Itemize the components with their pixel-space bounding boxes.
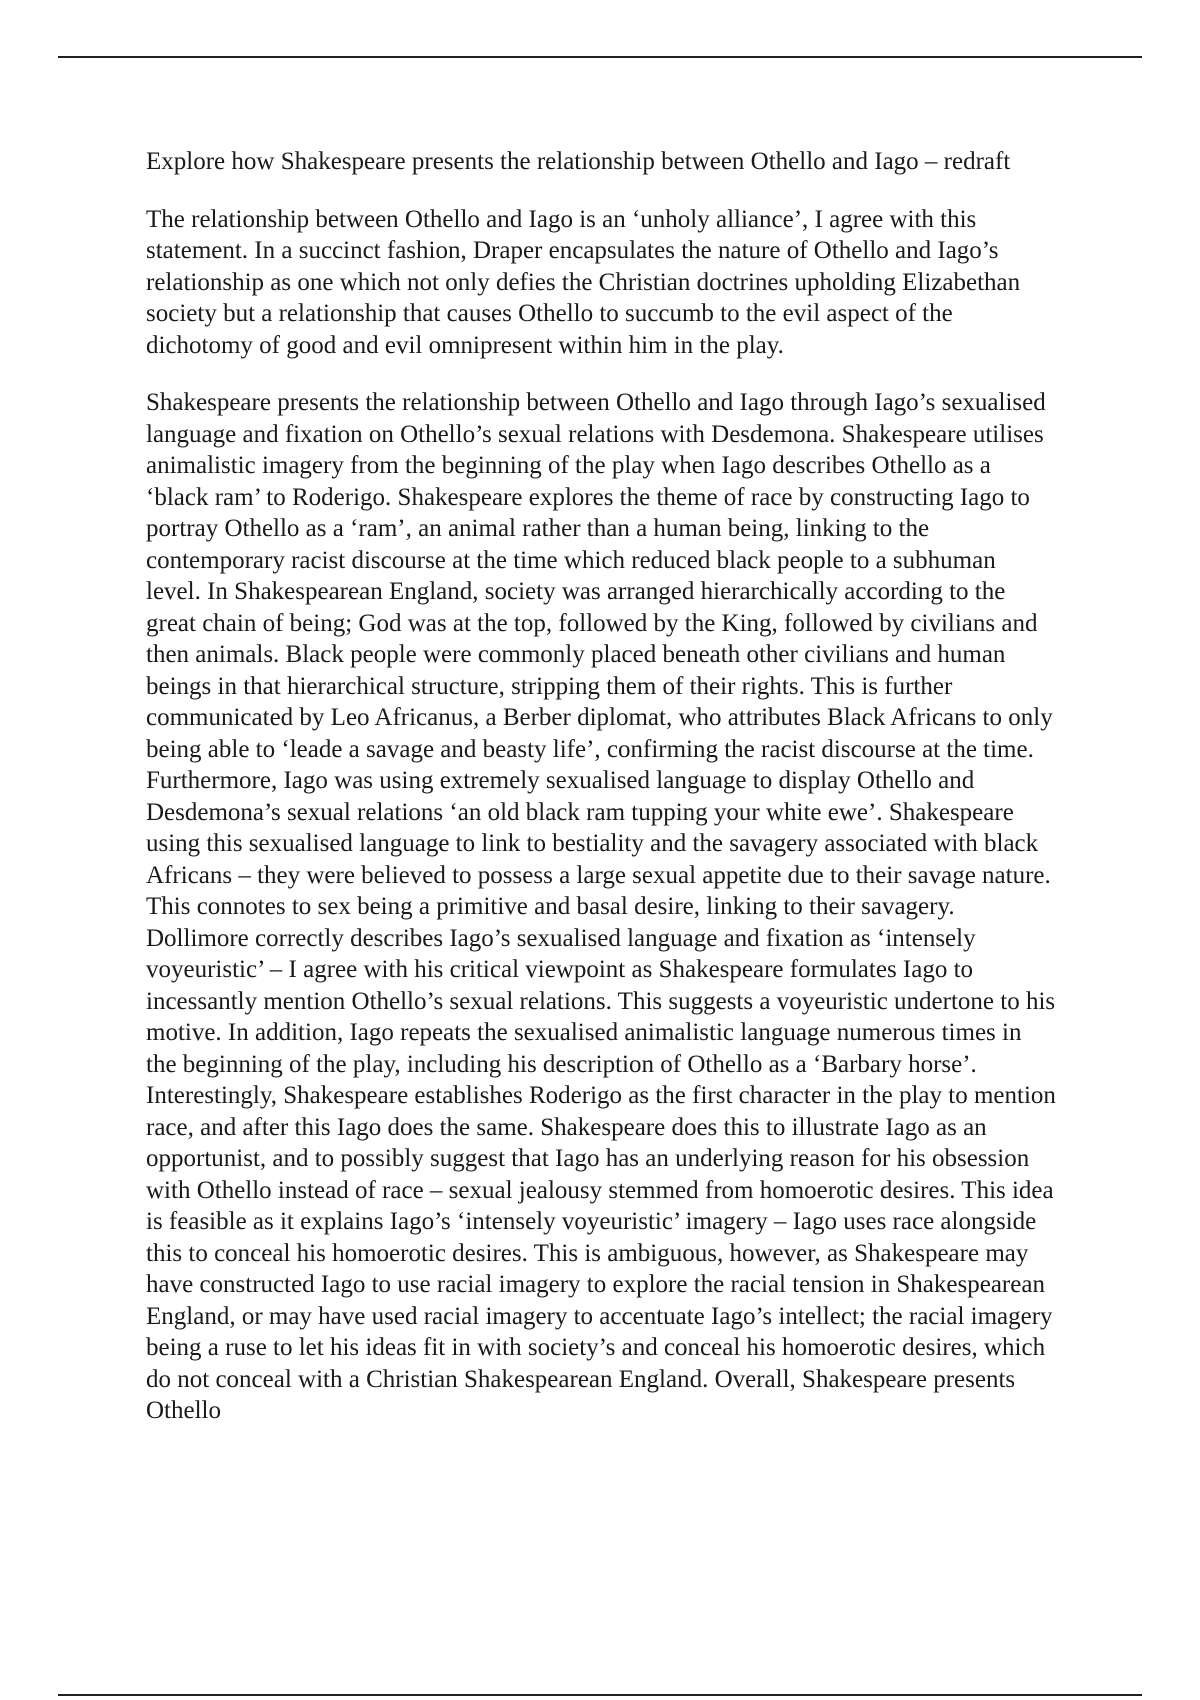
paragraph-main-argument: Shakespeare presents the relationship between Othello and Iago through Iago’s sexualised language and fixation on Othello’s sexual relations with Desdemona. Shakespeare utilises animalistic imagery from the beginning of the play when Iago describes Othello as a ‘black ram’ to Roderigo. Shakespeare explores the theme of race by constructing Iago to portray Othello as a ‘ram’, an animal rather than a human being, linking to the contemporary racist discourse at the time which reduced black people to a subhuman level. In Shakespearean England, society was arranged hierarchically according to the great chain of being; God was at the top, followed by the King, followed by civilians and then animals. Black people were commonly placed beneath other civilians and human beings in that hierarchical structure, stripping them of their rights. This is further communicated by Leo Africanus, a Berber diplomat, who attributes Black Africans to only being able to ‘leade a savage and beasty life’, confirming the racist discourse at the time. Furthermore, Iago was using extremely sexualised language to display Othello and Desdemona’s sexual relations ‘an old black ram tupping your white ewe’. Shakespeare using this sexualised language to link to bestiality and the savagery associated with black Africans – they were believed to possess a large sexual appetite due to their savage nature. This connotes to sex being a primitive and basal desire, linking to their savagery. Dollimore correctly describes Iago’s sexualised language and fixation as ‘intensely voyeuristic’ – I agree with his critical viewpoint as Shakespeare formulates Iago to incessantly mention Othello’s sexual relations. This suggests a voyeuristic undertone to his motive. In addition, Iago repeats the sexualised animalistic language numerous times in the beginning of the play, including his description of Othello as a ‘Barbary horse’. Interestingly, Shakespeare establishes Roderigo as the first character in the play to mention race, and after this Iago does the same. Shakespeare does this to illustrate Iago as an opportunist, and to possibly suggest that Iago has an underlying reason for his obsession with Othello instead of race – sexual jealousy stemmed from homoerotic desires. This idea is feasible as it explains Iago’s ‘intensely voyeuristic’ imagery – Iago uses race alongside this to conceal his homoerotic desires. This is ambiguous, however, as Shakespeare may have constructed Iago to use racial imagery to explore the racial tension in Shakespearean England, or may have used racial imagery to accentuate Iago’s intellect; the racial imagery being a ruse to let his ideas fit in with society’s and conceal his homoerotic desires, which do not conceal with a Christian Shakespearean England. Overall, Shakespeare presents Othello [146,389,1056,1424]
footer-rule [58,1694,1142,1696]
paragraph-introduction: The relationship between Othello and Iago is an ‘unholy alliance’, I agree with this statement. In a succinct fashion, Draper encapsulates the nature of Othello and Iago’s relationship as one which not only defies the Christian doctrines upholding Elizabethan society but a relationship that causes Othello to succumb to the evil aspect of the dichotomy of good and evil omnipresent within him in the play. [146,205,1021,359]
header-rule [58,56,1142,58]
document-body [146,146,1056,1453]
essay-title: Explore how Shakespeare presents the relationship between Othello and Iago – redraft [146,148,1011,175]
